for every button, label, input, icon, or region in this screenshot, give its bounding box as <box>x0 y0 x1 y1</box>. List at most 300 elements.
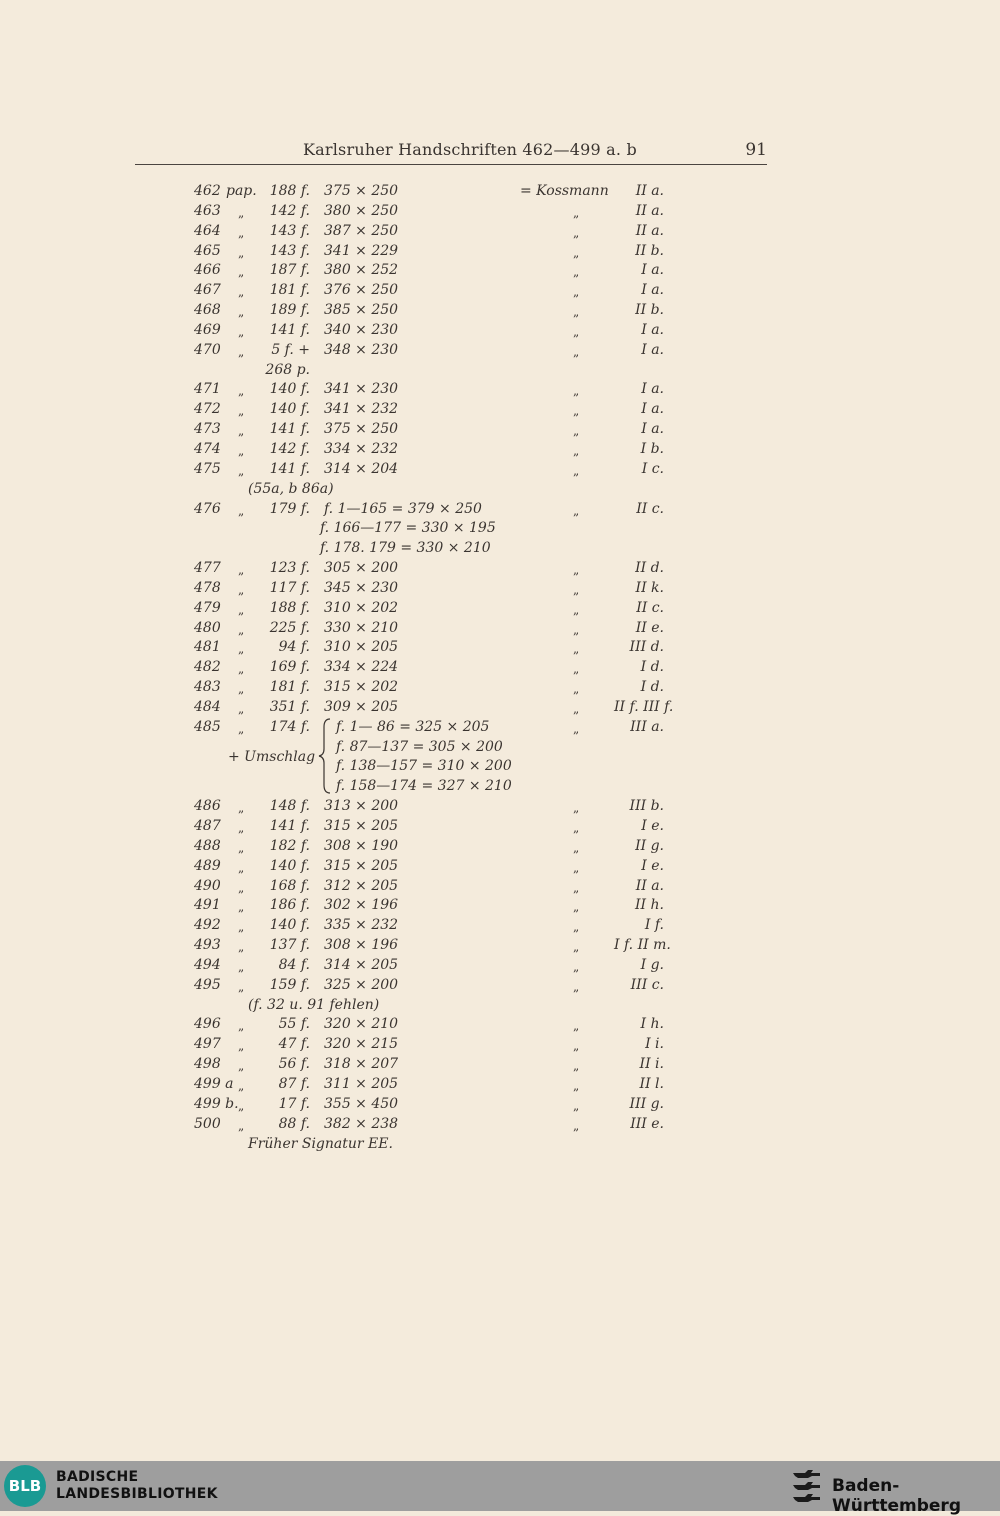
ditto-mark-reference: „ <box>573 602 580 617</box>
ditto-mark-reference: „ <box>573 959 580 974</box>
table-row <box>0 719 1000 739</box>
classification: I a. <box>641 401 664 418</box>
classification: I f. II m. <box>614 937 671 954</box>
folio-count: 87 f. <box>278 1075 310 1092</box>
ditto-mark-reference: „ <box>573 1118 580 1133</box>
manuscript-number: 471 <box>194 381 221 398</box>
ditto-mark-reference: „ <box>573 900 580 915</box>
classification: II a. <box>635 183 664 199</box>
folio-count: 174 f. <box>269 718 310 735</box>
ditto-mark-reference: „ <box>573 205 580 220</box>
table-row <box>0 1016 1000 1036</box>
ditto-mark: „ <box>238 979 245 994</box>
ditto-mark: „ <box>238 424 245 439</box>
table-row <box>0 878 1000 898</box>
table-row <box>0 620 1000 640</box>
classification: II a. <box>635 202 664 219</box>
manuscript-number: 491 <box>194 897 221 914</box>
table-row <box>0 302 1000 322</box>
dimensions: 313 ⨯ 200 <box>324 798 399 815</box>
folio-count: 55 f. <box>278 1016 310 1033</box>
classification: II c. <box>636 500 664 517</box>
table-row <box>0 858 1000 878</box>
folio-count: 84 f. <box>278 956 310 973</box>
table-row <box>0 520 1000 540</box>
ditto-mark: „ <box>238 344 245 359</box>
classification: I i. <box>645 1036 664 1053</box>
ditto-mark: „ <box>238 602 245 617</box>
folio-count-extra: 268 p. <box>265 361 310 378</box>
dimensions: 387 ⨯ 250 <box>324 222 399 239</box>
dimensions: 348 ⨯ 230 <box>324 341 399 358</box>
folio-count: 179 f. <box>269 500 310 517</box>
table-row <box>0 798 1000 818</box>
manuscript-number: 473 <box>194 421 221 438</box>
ditto-mark: „ <box>238 1118 245 1133</box>
table-row <box>0 937 1000 957</box>
dimensions-brace-line: f. 158—174 = 327 ⨯ 210 <box>336 778 512 795</box>
table-row <box>0 1116 1000 1136</box>
dimensions: 375 ⨯ 250 <box>324 421 399 438</box>
dimensions: 315 ⨯ 202 <box>324 679 399 696</box>
folio-count: 117 f. <box>269 579 310 596</box>
dimensions: 320 ⨯ 210 <box>324 1016 399 1033</box>
manuscript-number: 495 <box>194 976 221 993</box>
manuscript-number: 468 <box>194 302 221 319</box>
dimensions: 334 ⨯ 224 <box>324 659 399 676</box>
manuscript-number: 464 <box>194 222 221 239</box>
ditto-mark-reference: „ <box>573 920 580 935</box>
ditto-mark: „ <box>238 1039 245 1054</box>
folio-count: 137 f. <box>269 937 310 954</box>
dimensions: 376 ⨯ 250 <box>324 282 399 299</box>
dimensions: 314 ⨯ 204 <box>324 460 399 477</box>
table-row <box>0 1056 1000 1076</box>
classification: I a. <box>641 262 664 279</box>
ditto-mark: „ <box>238 443 245 458</box>
manuscript-number: 485 <box>194 718 221 735</box>
manuscript-number: 466 <box>194 262 221 279</box>
ditto-mark: „ <box>238 821 245 835</box>
folio-count: 181 f. <box>269 282 310 299</box>
classification: II i. <box>639 1056 664 1073</box>
dimensions: 310 ⨯ 205 <box>324 639 399 656</box>
folio-count: 140 f. <box>269 917 310 934</box>
folio-count: 142 f. <box>269 202 310 219</box>
manuscript-number: 487 <box>194 818 221 834</box>
ditto-mark-reference: „ <box>573 1078 580 1093</box>
ditto-mark: „ <box>238 245 245 260</box>
manuscript-number: 481 <box>194 639 221 656</box>
ditto-mark-reference: „ <box>573 225 580 240</box>
ditto-mark: „ <box>238 463 245 478</box>
dimensions: 341 ⨯ 229 <box>324 242 399 259</box>
baden-wuerttemberg-lions-icon[interactable] <box>790 1467 824 1505</box>
folio-count: 188 f. <box>269 599 310 616</box>
classification: II d. <box>635 560 664 577</box>
table-row <box>0 481 1000 501</box>
ditto-mark-reference: „ <box>573 463 580 478</box>
dimensions: 341 ⨯ 232 <box>324 401 399 418</box>
manuscript-number: 472 <box>194 401 221 418</box>
classification: III c. <box>630 976 664 993</box>
signature-note: Früher Signatur EE. <box>248 1135 393 1152</box>
dimensions: 375 ⨯ 250 <box>324 183 399 199</box>
ditto-mark-reference: „ <box>573 1059 580 1074</box>
dimensions: 382 ⨯ 238 <box>324 1115 399 1132</box>
ditto-mark-reference: „ <box>573 443 580 458</box>
library-name-line2: LANDESBIBLIOTHEK <box>56 1486 218 1502</box>
ditto-mark-reference: „ <box>573 860 580 875</box>
catalog-table <box>0 183 1000 1155</box>
ditto-mark: „ <box>238 622 245 637</box>
classification: I e. <box>641 857 664 874</box>
dimensions: 314 ⨯ 205 <box>324 956 399 973</box>
dimensions: 330 ⨯ 210 <box>324 619 399 636</box>
page-number: 91 <box>745 140 767 160</box>
table-row <box>0 1036 1000 1056</box>
manuscript-number: 497 <box>194 1036 221 1053</box>
dimensions: 318 ⨯ 207 <box>324 1056 399 1073</box>
table-row <box>0 243 1000 263</box>
dimensions-subrange: f. 166—177 = 330 ⨯ 195 <box>320 520 496 537</box>
classification: II c. <box>636 599 664 616</box>
classification: I d. <box>640 679 664 696</box>
table-row <box>0 223 1000 243</box>
dimensions: 380 ⨯ 252 <box>324 262 399 279</box>
table-row <box>0 540 1000 560</box>
folio-count: 17 f. <box>278 1095 310 1112</box>
row-note: (55a, b 86a) <box>248 480 334 497</box>
manuscript-number: 480 <box>194 619 221 636</box>
table-row <box>0 917 1000 937</box>
classification: I g. <box>640 956 664 973</box>
ditto-mark: „ <box>238 225 245 240</box>
manuscript-number: 482 <box>194 659 221 676</box>
ditto-mark-reference: „ <box>573 662 580 677</box>
folio-count: 142 f. <box>269 440 310 457</box>
ditto-mark: „ <box>238 721 245 736</box>
table-row <box>0 977 1000 997</box>
manuscript-number: 499 b. <box>194 1095 239 1112</box>
ditto-mark-reference: „ <box>573 1098 580 1113</box>
ditto-mark: „ <box>238 305 245 320</box>
manuscript-number: 484 <box>194 698 221 715</box>
classification: II h. <box>635 897 664 914</box>
folio-count: 140 f. <box>269 857 310 874</box>
classification: I h. <box>640 1016 664 1033</box>
dimensions: 312 ⨯ 205 <box>324 877 399 894</box>
table-row <box>0 818 1000 838</box>
dimensions: 380 ⨯ 250 <box>324 202 399 219</box>
dimensions: 345 ⨯ 230 <box>324 579 399 596</box>
ditto-mark-reference: „ <box>573 344 580 359</box>
table-row <box>0 580 1000 600</box>
table-row <box>0 461 1000 481</box>
manuscript-number: 500 <box>194 1115 221 1132</box>
folio-count: 140 f. <box>269 401 310 418</box>
manuscript-number: 475 <box>194 460 221 477</box>
ditto-mark: „ <box>238 959 245 974</box>
ditto-mark-reference: „ <box>573 563 580 578</box>
dimensions: 315 ⨯ 205 <box>324 857 399 874</box>
dimensions: 308 ⨯ 190 <box>324 837 399 854</box>
ditto-mark: „ <box>238 205 245 220</box>
classification: I b. <box>640 440 664 457</box>
folio-count: 88 f. <box>278 1115 310 1132</box>
folio-count: 5 f. + <box>271 341 310 358</box>
dimensions: 309 ⨯ 205 <box>324 698 399 715</box>
ditto-mark: „ <box>238 900 245 915</box>
ditto-mark-reference: „ <box>573 265 580 280</box>
folio-count: 159 f. <box>269 976 310 993</box>
folio-count: 351 f. <box>269 698 310 715</box>
folio-count: 94 f. <box>278 639 310 656</box>
ditto-mark-reference: „ <box>573 622 580 637</box>
ditto-mark-reference: „ <box>573 721 580 736</box>
ditto-mark-reference: „ <box>573 305 580 320</box>
folio-count: 143 f. <box>269 222 310 239</box>
material: pap. <box>226 183 257 199</box>
folio-count: 141 f. <box>269 818 310 834</box>
table-row <box>0 362 1000 382</box>
folio-count: 47 f. <box>278 1036 310 1053</box>
ditto-mark: „ <box>238 860 245 875</box>
manuscript-number: 498 <box>194 1056 221 1073</box>
folio-count: 141 f. <box>269 321 310 338</box>
manuscript-number: 462 <box>194 183 221 199</box>
ditto-mark-reference: „ <box>573 801 580 816</box>
folio-count: 168 f. <box>269 877 310 894</box>
manuscript-number: 490 <box>194 877 221 894</box>
manuscript-number: 476 <box>194 500 221 517</box>
table-row <box>0 441 1000 461</box>
ditto-mark-reference: „ <box>573 285 580 300</box>
ditto-mark: „ <box>238 880 245 895</box>
dimensions: 335 ⨯ 232 <box>324 917 399 934</box>
dimensions: 385 ⨯ 250 <box>324 302 399 319</box>
classification: I a. <box>641 341 664 358</box>
table-row <box>0 600 1000 620</box>
ditto-mark-reference: „ <box>573 880 580 895</box>
folio-count: 182 f. <box>269 837 310 854</box>
ditto-mark: „ <box>238 384 245 399</box>
folio-count: 140 f. <box>269 381 310 398</box>
folio-count: 123 f. <box>269 560 310 577</box>
table-row <box>0 699 1000 719</box>
table-row <box>0 262 1000 282</box>
library-name[interactable] <box>56 1469 218 1503</box>
table-row <box>0 1096 1000 1116</box>
ditto-mark: „ <box>238 701 245 716</box>
ditto-mark-reference: „ <box>573 701 580 716</box>
manuscript-number: 496 <box>194 1016 221 1033</box>
manuscript-number: 465 <box>194 242 221 259</box>
folio-count: 187 f. <box>269 262 310 279</box>
table-row <box>0 560 1000 580</box>
classification: I a. <box>641 321 664 338</box>
library-name-line1: BADISCHE <box>56 1469 139 1485</box>
classification: I a. <box>641 421 664 438</box>
classification: II l. <box>639 1075 664 1092</box>
folio-count: 143 f. <box>269 242 310 259</box>
folio-count: 169 f. <box>269 659 310 676</box>
running-title: Karlsruher Handschriften 462—499 a. b <box>303 140 637 159</box>
ditto-mark-reference: „ <box>573 840 580 855</box>
table-row <box>0 1076 1000 1096</box>
ditto-mark: „ <box>238 940 245 955</box>
ditto-mark-reference: „ <box>573 503 580 518</box>
classification: I a. <box>641 381 664 398</box>
manuscript-number: 469 <box>194 321 221 338</box>
ditto-mark-reference: „ <box>573 424 580 439</box>
table-row <box>0 758 1000 778</box>
table-row <box>0 183 1000 203</box>
dimensions: 308 ⨯ 196 <box>324 937 399 954</box>
ditto-mark-reference: „ <box>573 245 580 260</box>
classification: II a. <box>635 222 664 239</box>
dimensions-subrange: f. 178. 179 = 330 ⨯ 210 <box>320 540 491 557</box>
table-row <box>0 342 1000 362</box>
folio-count: 181 f. <box>269 679 310 696</box>
table-row <box>0 738 1000 765</box>
ditto-mark: „ <box>238 324 245 339</box>
ditto-mark: „ <box>238 1098 245 1113</box>
footer-bar <box>0 1461 1000 1516</box>
ditto-mark: „ <box>238 404 245 419</box>
manuscript-number: 494 <box>194 956 221 973</box>
table-row <box>0 778 1000 798</box>
ditto-mark-reference: „ <box>573 979 580 994</box>
dimensions: 302 ⨯ 196 <box>324 897 399 914</box>
table-row <box>0 282 1000 302</box>
manuscript-number: 477 <box>194 560 221 577</box>
manuscript-number: 499 a <box>194 1075 234 1092</box>
ditto-mark: „ <box>238 1078 245 1093</box>
umschlag-label: + Umschlag <box>228 748 316 765</box>
manuscript-number: 474 <box>194 440 221 457</box>
classification: III e. <box>630 1115 664 1132</box>
folio-count: 225 f. <box>269 619 310 636</box>
classification: I d. <box>640 659 664 676</box>
manuscript-number: 488 <box>194 837 221 854</box>
ditto-mark-reference: „ <box>573 642 580 657</box>
ditto-mark: „ <box>238 285 245 300</box>
table-row <box>0 639 1000 659</box>
ditto-mark: „ <box>238 1019 245 1034</box>
dimensions: f. 1—165 = 379 ⨯ 250 <box>324 500 482 517</box>
dimensions: 311 ⨯ 205 <box>324 1075 399 1092</box>
classification: II a. <box>635 877 664 894</box>
page-header <box>135 140 767 165</box>
ditto-mark-reference: „ <box>573 324 580 339</box>
table-row <box>0 203 1000 223</box>
classification: I f. <box>644 917 664 934</box>
ditto-mark-reference: „ <box>573 821 580 835</box>
dimensions: 355 ⨯ 450 <box>324 1095 399 1112</box>
classification: II g. <box>635 837 664 854</box>
classification: III a. <box>630 718 664 735</box>
ditto-mark: „ <box>238 801 245 816</box>
table-row <box>0 957 1000 977</box>
ditto-mark: „ <box>238 682 245 697</box>
ditto-mark-reference: „ <box>573 582 580 597</box>
manuscript-number: 467 <box>194 282 221 299</box>
folio-count: 186 f. <box>269 897 310 914</box>
manuscript-number: 463 <box>194 202 221 219</box>
manuscript-number: 483 <box>194 679 221 696</box>
table-row <box>0 1136 1000 1156</box>
dimensions-brace-line: f. 1— 86 = 325 ⨯ 205 <box>336 718 490 735</box>
table-row <box>0 659 1000 679</box>
dimensions: 325 ⨯ 200 <box>324 976 399 993</box>
classification: II e. <box>635 619 664 636</box>
blb-logo-icon[interactable]: BLB <box>4 1465 46 1507</box>
table-row <box>0 679 1000 699</box>
dimensions: 320 ⨯ 215 <box>324 1036 399 1053</box>
classification: II b. <box>635 242 664 259</box>
manuscript-number: 478 <box>194 579 221 596</box>
dimensions: 305 ⨯ 200 <box>324 560 399 577</box>
ditto-mark: „ <box>238 662 245 677</box>
table-row <box>0 997 1000 1017</box>
dimensions-brace-line: f. 138—157 = 310 ⨯ 200 <box>336 758 512 775</box>
table-row <box>0 501 1000 521</box>
table-row <box>0 322 1000 342</box>
classification: I c. <box>641 460 664 477</box>
classification: III d. <box>629 639 664 656</box>
classification: II f. III f. <box>614 698 674 715</box>
ditto-mark: „ <box>238 642 245 657</box>
ditto-mark: „ <box>238 840 245 855</box>
ditto-mark-reference: „ <box>573 940 580 955</box>
dimensions-brace-line: f. 87—137 = 305 ⨯ 200 <box>336 738 503 755</box>
classification: I e. <box>641 818 664 834</box>
folio-count: 188 f. <box>269 183 310 199</box>
dimensions: 315 ⨯ 205 <box>324 818 399 834</box>
folio-count: 141 f. <box>269 421 310 438</box>
manuscript-number: 486 <box>194 798 221 815</box>
table-row <box>0 381 1000 401</box>
ditto-mark: „ <box>238 563 245 578</box>
state-name[interactable]: Baden-Württemberg <box>832 1476 961 1516</box>
folio-count: 56 f. <box>278 1056 310 1073</box>
ditto-mark: „ <box>238 1059 245 1074</box>
ditto-mark: „ <box>238 265 245 280</box>
ditto-mark: „ <box>238 582 245 597</box>
classification: I a. <box>641 282 664 299</box>
folio-count: 189 f. <box>269 302 310 319</box>
table-row <box>0 401 1000 421</box>
dimensions: 334 ⨯ 232 <box>324 440 399 457</box>
classification: III b. <box>629 798 664 815</box>
manuscript-number: 492 <box>194 917 221 934</box>
manuscript-number: 479 <box>194 599 221 616</box>
ditto-mark: „ <box>238 503 245 518</box>
ditto-mark-reference: „ <box>573 384 580 399</box>
table-row <box>0 421 1000 441</box>
ditto-mark: „ <box>238 920 245 935</box>
dimensions: 340 ⨯ 230 <box>324 321 399 338</box>
row-note: (f. 32 u. 91 fehlen) <box>248 996 380 1013</box>
reference: = Kossmann <box>520 183 609 199</box>
dimensions: 310 ⨯ 202 <box>324 599 399 616</box>
folio-count: 148 f. <box>269 798 310 815</box>
classification: II k. <box>635 579 664 596</box>
ditto-mark-reference: „ <box>573 1019 580 1034</box>
folio-count: 141 f. <box>269 460 310 477</box>
ditto-mark-reference: „ <box>573 404 580 419</box>
